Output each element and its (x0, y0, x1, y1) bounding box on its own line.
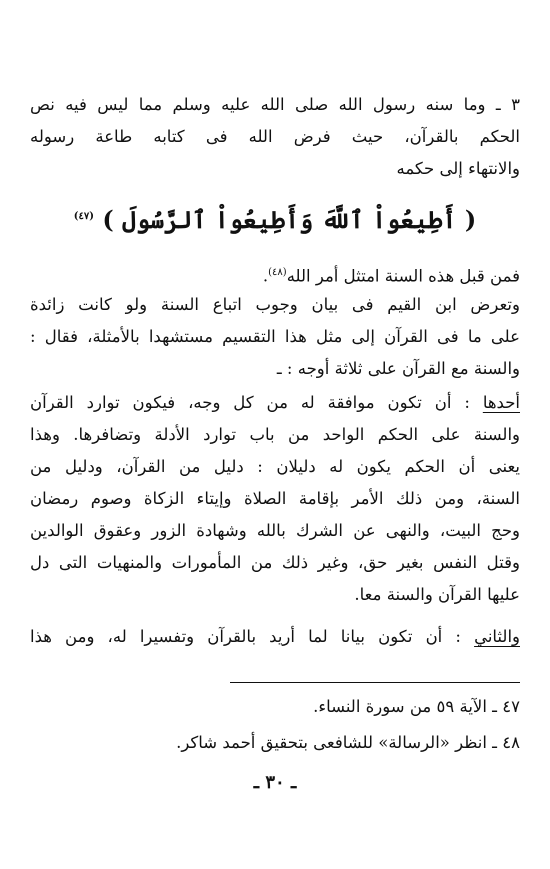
page-number: ـ ٣٠ ـ (253, 772, 297, 793)
footnote-47: ٤٧ ـ الآية ٥٩ من سورة النساء. (313, 697, 520, 716)
footnote-divider (230, 682, 520, 683)
body-line-6: على ما فى القرآن إلى مثل هذا التقسيم مستشهدا بالأمثلة، فقال : (30, 327, 520, 346)
body-line-11: السنة، ومن ذلك الأمر بإقامة الصلاة وإيتاء الزكاة وصوم رمضان (30, 489, 520, 508)
body-line-9: والسنة على الحكم الواحد من باب توارد الأدلة وتضافرها. وهذا (30, 425, 520, 444)
body-line-4: فمن قبل هذه السنة امتثل أمر الله$^{(٤٨)}$. (262, 266, 520, 286)
second-aspect-label: والثاني (474, 627, 520, 646)
body-line-15 (30, 626, 520, 648)
second-aspect-text: : أن تكون بيانا لما أريد بالقرآن وتفسيرا له، ومن هذا (30, 627, 475, 646)
body-line-3: والانتهاء إلى حكمه (396, 159, 520, 178)
quran-verse-text: ( أَطِيعُواْ ٱللَّهَ وَأَطِيعُواْ ٱلرَّسُولَ ) (102, 205, 477, 234)
body-line-12: وحج البيت، والنهى عن الشرك بالله وشهادة الزور وعقوق الوالدين (30, 521, 520, 540)
body-line-2: الحكم بالقرآن، حيث فرض الله فى كتابه طاعة رسوله (30, 127, 520, 146)
first-aspect-label: أحدها (482, 393, 520, 412)
footnote-48: ٤٨ ـ انظر «الرسالة» للشافعى بتحقيق أحمد شاكر. (176, 733, 520, 752)
body-line-14: عليها القرآن والسنة معا. (354, 585, 520, 604)
footnote-ref-48: (٤٨) (268, 267, 287, 278)
first-aspect-text: : أن تكون موافقة له من كل وجه، فيكون توارد القرآن (30, 393, 483, 412)
body-line-7: والسنة مع القرآن على ثلاثة أوجه : ـ (276, 359, 520, 378)
quran-verse (0, 200, 550, 237)
body-line-5: وتعرض ابن القيم فى بيان وجوب اتباع السنة ولو كانت زائدة (30, 295, 520, 314)
body-line-13: وقتل النفس بغير حق، وغير ذلك من المأمورات والمنهيات التى دل (30, 553, 520, 572)
body-line-1: ٣ ـ وما سنه رسول الله صلى الله عليه وسلم مما ليس فيه نص (30, 95, 520, 114)
body-line-4-text: فمن قبل هذه السنة امتثل أمر الله (286, 266, 520, 286)
body-line-10: يعنى أن الحكم يكون له دليلان : دليل من القرآن، ودليل من (30, 457, 520, 476)
verse-footnote-ref: (٤٧) (73, 211, 94, 222)
body-line-8 (30, 392, 520, 414)
